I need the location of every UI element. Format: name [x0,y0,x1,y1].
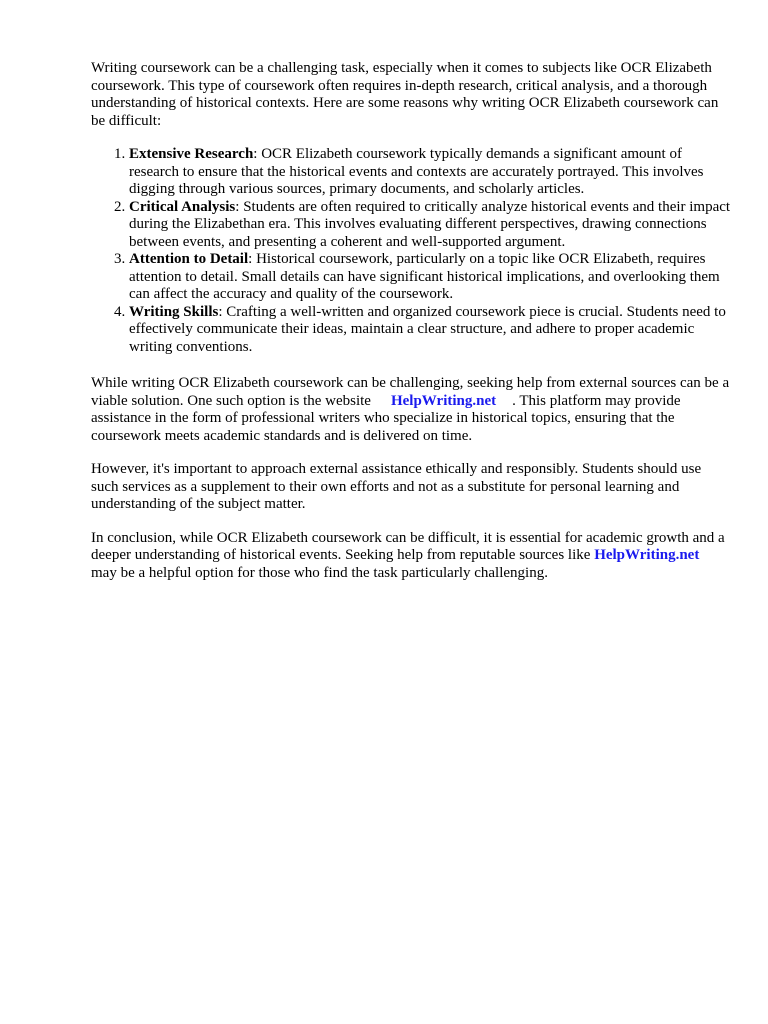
reason-term: Extensive Research [129,146,254,162]
conclusion-text-before: In conclusion, while OCR Elizabeth coursework can be difficult, it is essential for academic growth and a deeper understanding of historical events. Seeking help from reputable sources like [91,529,725,563]
helpwriting-link[interactable]: HelpWriting.net [390,392,497,409]
reason-text: Students are often required to critically analyze historical events and their impact during the Elizabethan era. This involves evaluating different perspectives, drawing connections between events, and presenting a coherent and well-supported argument. [129,198,731,250]
conclusion-paragraph [91,530,731,583]
helpwriting-link[interactable]: HelpWriting.net [594,547,700,563]
conclusion-text-after: may be a helpful option for those who find the task particularly challenging. [91,564,548,581]
reason-term: Critical Analysis [129,198,236,215]
list-item [129,199,731,252]
reason-text: Historical coursework, particularly on a topic like OCR Elizabeth, requires attention to detail. Small details can have significant historical implications, and overlooking them can affect the accuracy and quality of the coursework. [129,251,720,302]
list-item [129,146,731,199]
reason-separator: : [248,251,253,267]
help-text-before: While writing OCR Elizabeth coursework can be challenging, seeking help from external sources can be a viable solution. One such option is the website [91,375,730,409]
intro-paragraph: Writing coursework can be a challenging task, especially when it comes to subjects like OCR Elizabeth coursework. This type of coursework often requires in-depth research, critical analysis, and a thorough understanding of historical contexts. Here are some reasons why writing OCR Elizabeth coursework can be difficult: [91,60,719,129]
reason-term: Attention to Detail [129,251,249,267]
reason-separator: : [218,303,223,320]
reason-text: Crafting a well-written and organized coursework piece is crucial. Students need to effectively communicate their ideas, maintain a clear structure, and adhere to proper academic writing conventions. [129,303,726,355]
list-item [129,251,731,304]
help-paragraph [91,375,731,445]
reason-separator: : [235,198,240,215]
reason-separator: : [253,146,258,162]
list-item [129,304,731,357]
reasons-list [91,146,731,356]
ethics-paragraph: However, it's important to approach external assistance ethically and responsibly. Students should use such services as a supplement to their own efforts and not as a substitute for personal learning and understanding of the subject matter. [91,461,702,512]
reason-text: OCR Elizabeth coursework typically demands a significant amount of research to ensure that the historical events and contexts are accurately portrayed. This involves digging through various sources, primary documents, and scholarly articles. [129,146,704,197]
reason-term: Writing Skills [129,303,219,320]
document-page [91,60,731,598]
help-text-after: . This platform may provide assistance in the form of professional writers who specialize in historical topics, ensuring that the coursework meets academic standards and is delivered on time. [91,392,681,444]
